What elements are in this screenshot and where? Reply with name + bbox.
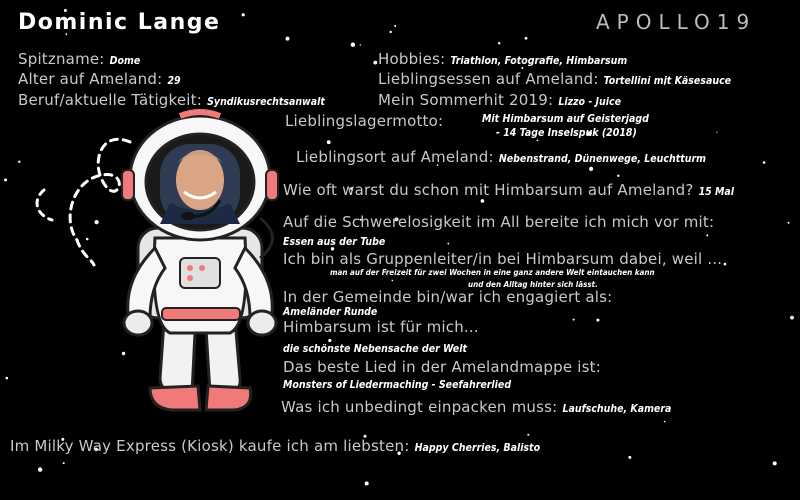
star <box>790 316 794 320</box>
star <box>447 243 449 245</box>
job-row <box>18 90 325 109</box>
star <box>573 319 575 321</box>
reason-value-line2: und den Alltag hinter sich lässt. <box>468 280 598 289</box>
star <box>481 199 485 203</box>
star <box>724 263 727 266</box>
place-row <box>296 147 706 166</box>
star <box>18 161 20 163</box>
star <box>38 467 42 471</box>
pack-value: Laufschuhe, Kamera <box>562 403 672 415</box>
star <box>589 167 593 171</box>
place-value: Nebenstrand, Dünenwege, Leuchtturm <box>498 153 706 165</box>
pack-label: Was ich unbedingt einpacken muss: <box>281 398 558 416</box>
reason-value-line1: man auf der Freizeit für zwei Wochen in eine ganz andere Welt eintauchen kann <box>330 268 655 277</box>
star <box>706 234 708 236</box>
reason-label: Ich bin als Gruppenleiter/in bei Himbarsum dabei, weil ... <box>283 250 723 268</box>
star <box>788 222 790 224</box>
visits-label: Wie oft warst du schon mit Himbarsum auf Ameland? <box>283 181 694 199</box>
motto-label: Lieblingslagermotto: <box>285 112 444 130</box>
motto-value-line1: Mit Himbarsum auf Geisterjagd <box>482 113 649 125</box>
star <box>716 132 717 133</box>
song-value: Monsters of Liedermaching - Seefahrerlied <box>283 379 512 391</box>
nickname-value: Dome <box>109 55 141 67</box>
pack-row <box>281 397 671 416</box>
kiosk-value: Happy Cherries, Balisto <box>414 442 541 454</box>
star <box>365 482 369 486</box>
person-name: Dominic Lange <box>18 10 221 35</box>
star <box>537 140 539 142</box>
song-label: Das beste Lied in der Amelandmappe ist: <box>283 358 601 376</box>
star <box>664 421 666 423</box>
star <box>4 178 7 181</box>
summerhit-label: Mein Sommerhit 2019: <box>378 91 554 109</box>
star <box>498 42 500 44</box>
star <box>773 461 777 465</box>
visits-value: 15 Mal <box>698 186 735 198</box>
star <box>286 37 290 41</box>
age-value: 29 <box>167 75 181 87</box>
kiosk-label: Im Milky Way Express (Kiosk) kaufe ich am liebsten: <box>10 437 410 455</box>
star <box>242 13 245 16</box>
engaged-value: Ameländer Runde <box>283 306 378 318</box>
food-value: Tortellini mit Käsesauce <box>603 75 732 87</box>
hobbies-label: Hobbies: <box>378 50 446 68</box>
star <box>392 280 394 282</box>
star <box>63 462 65 464</box>
star <box>360 44 361 45</box>
means-label: Himbarsum ist für mich... <box>283 318 479 336</box>
star <box>596 319 599 322</box>
place-label: Lieblingsort auf Ameland: <box>296 148 494 166</box>
means-value: die schönste Nebensache der Welt <box>283 343 467 355</box>
star <box>351 43 355 47</box>
age-row <box>18 69 181 88</box>
hobbies-row <box>378 49 627 68</box>
motto-value-line2: - 14 Tage Inselspuk (2018) <box>496 127 637 139</box>
star <box>390 31 392 33</box>
hobbies-value: Triathlon, Fotografie, Himbarsum <box>450 55 628 67</box>
engaged-label: In der Gemeinde bin/war ich engagiert als: <box>283 288 613 306</box>
visits-row <box>283 180 734 199</box>
star <box>617 175 619 177</box>
nickname-label: Spitzname: <box>18 50 105 68</box>
summerhit-row <box>378 90 621 109</box>
star <box>328 339 331 342</box>
star <box>6 377 9 380</box>
job-value: Syndikusrechtsanwalt <box>207 96 325 108</box>
summerhit-value: Lizzo - Juice <box>558 96 622 108</box>
astronaut-icon <box>110 108 290 418</box>
prep-value: Essen aus der Tube <box>283 236 386 248</box>
star <box>525 37 528 40</box>
brand-logo-text: APOLLO19 <box>596 10 757 34</box>
kiosk-row <box>10 436 540 455</box>
star <box>628 456 631 459</box>
prep-label: Auf die Schwerelosigkeit im All bereite ich mich vor mit: <box>283 213 715 231</box>
food-label: Lieblingsessen auf Ameland: <box>378 70 599 88</box>
nickname-row <box>18 49 140 68</box>
star <box>763 161 766 164</box>
star <box>373 61 377 65</box>
star <box>394 25 396 27</box>
star <box>327 140 331 144</box>
age-label: Alter auf Ameland: <box>18 70 163 88</box>
job-label: Beruf/aktuelle Tätigkeit: <box>18 91 203 109</box>
food-row <box>378 69 731 88</box>
